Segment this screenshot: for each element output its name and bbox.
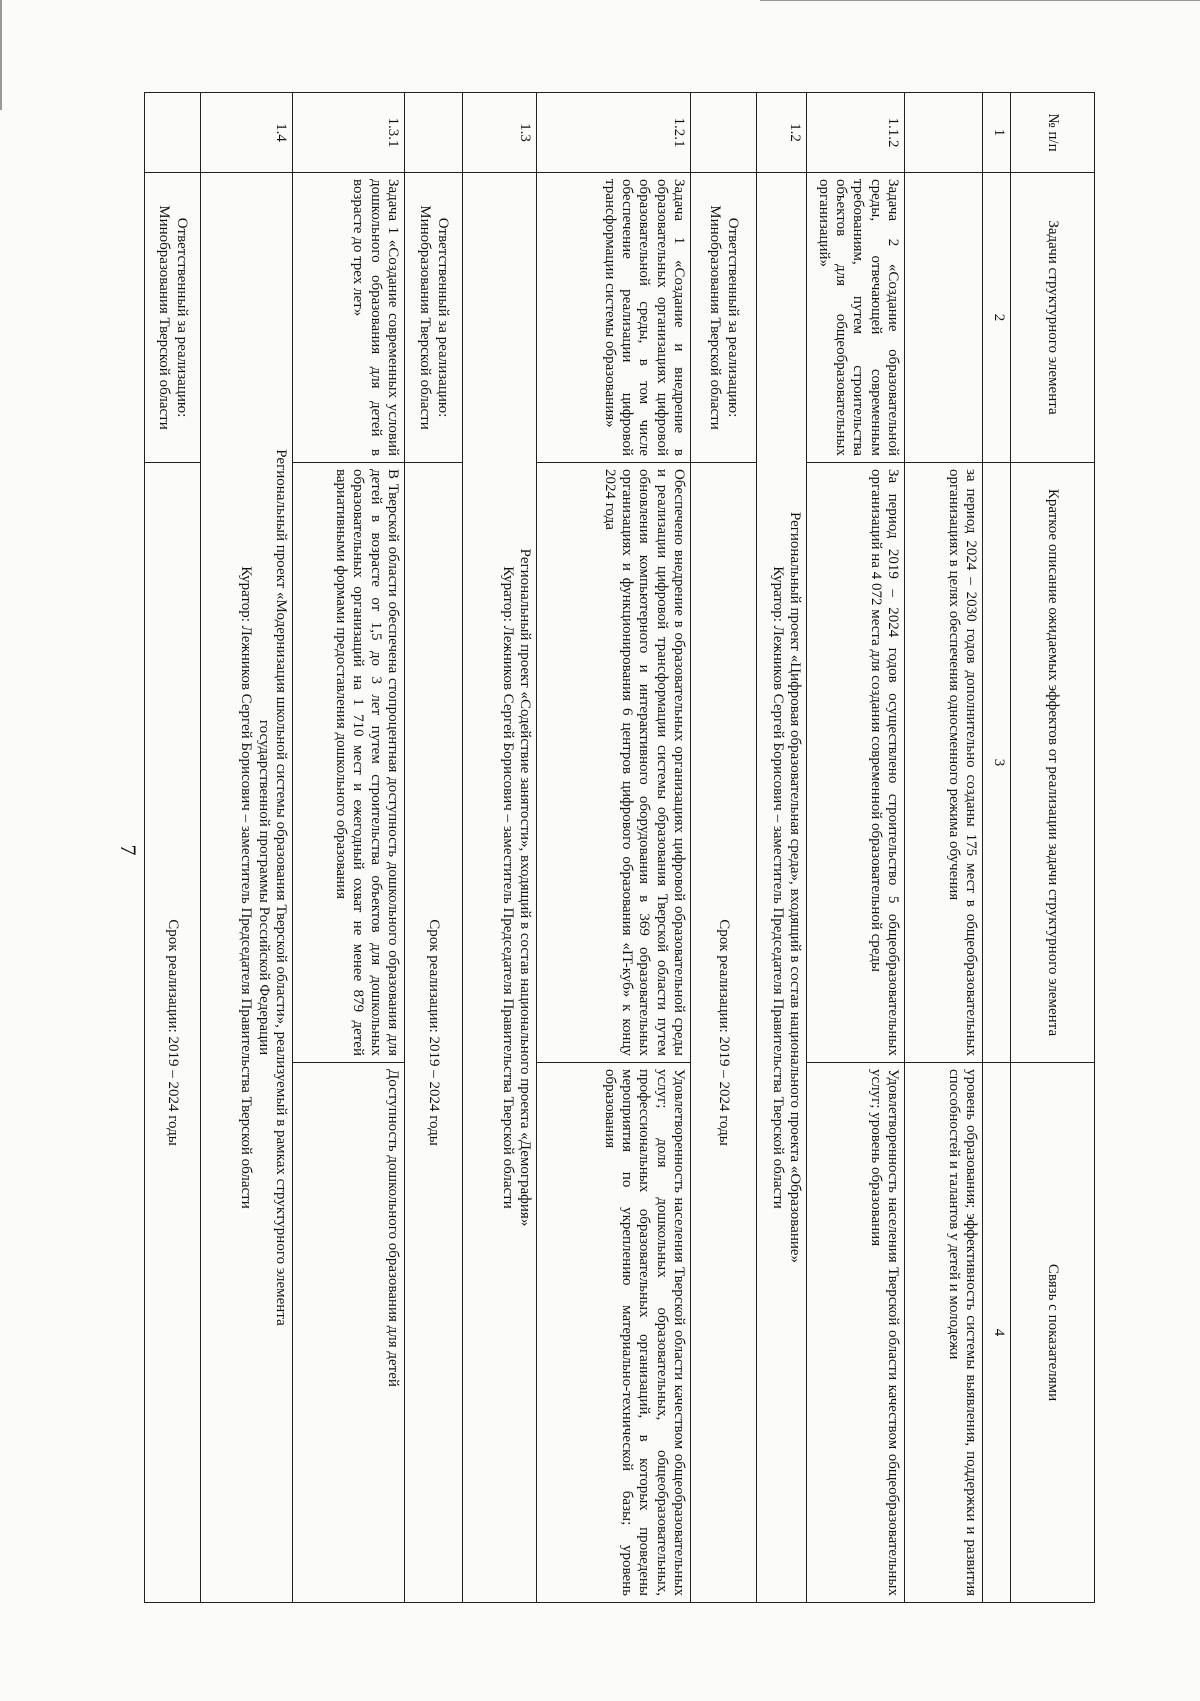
- project-curator: Куратор: Лежников Сергей Борисович – заместитель Председателя Правительства Тверской области: [499, 566, 516, 1209]
- column-number: 3: [983, 463, 1011, 1063]
- cell-num: 1.4: [201, 93, 293, 173]
- responsible-row: [691, 93, 757, 1603]
- cell-link: уровень образования; эффективность системы выявления, поддержки и развития способностей и талантов у детей и молодежи: [905, 1063, 983, 1603]
- cell-num: [405, 93, 463, 173]
- column-number: 1: [983, 93, 1011, 173]
- table-row: [905, 93, 983, 1603]
- cell-num: [691, 93, 757, 173]
- responsible-label: Ответственный за реализацию:: [724, 217, 741, 418]
- project-row: [201, 93, 293, 1603]
- header-task: Задачи структурного элемента: [1011, 173, 1095, 463]
- column-number: 2: [983, 173, 1011, 463]
- project-title-cell: [201, 173, 293, 1603]
- header-row: [1011, 93, 1095, 1603]
- term-cell: Срок реализации: 2019 – 2024 годы: [405, 463, 463, 1603]
- cell-link: Удовлетворенность населения Тверской области качеством общеобразовательных услуг; доля дошкольных образовательных, общеобразовательных, профессиональных образовательных организаций, в которых проведены мероприятия по укреплению материально-технической базы; уровень образования: [537, 1063, 691, 1603]
- page-number: 7: [116, 844, 141, 856]
- table-row: [293, 93, 405, 1603]
- cell-link: Доступность дошкольного образования для детей: [293, 1063, 405, 1603]
- responsible-cell: [145, 173, 201, 463]
- cell-num: 1.3.1: [293, 93, 405, 173]
- cell-effect: за период 2024 – 2030 годов дополнительно созданы 175 мест в общеобразовательных организациях в целях обеспечения односменного режима обучения: [905, 463, 983, 1063]
- cell-num: 1.2.1: [537, 93, 691, 173]
- responsible-row: [145, 93, 201, 1603]
- table-row: [807, 93, 905, 1603]
- responsible-value: Минобразования Тверской области: [417, 205, 434, 430]
- project-title: Региональный проект «Цифровая образовательная среда», входящий в состав национального проекта «Образование»: [787, 511, 803, 1264]
- cell-effect: Обеспечено внедрение в образовательных организациях цифровой образовательной среды и реализации цифровой трансформации системы образования Тверской области путем обновления компьютерного и интерактивного оборудования в 369 образовательных организациях и функционирования 6 центров цифрового образования «IT-куб» к концу 2024 года: [537, 463, 691, 1063]
- cell-task: Задача 1 «Создание современных условий дошкольного образования для детей в возрасте до трех лет»: [293, 173, 405, 463]
- cell-link: Удовлетворенность населения Тверской области качеством общеобразовательных услуг; уровень образования: [807, 1063, 905, 1603]
- cell-effect: В Тверской области обеспечена стопроцентная доступность дошкольного образования для детей в возрасте от 1,5 до 3 лет путем строительства объектов для дошкольных образовательных организаций на 1 710 мест и ежегодный охват не менее 879 детей вариативными формами предоставления дошкольного образования: [293, 463, 405, 1063]
- cell-num: 1.2: [757, 93, 807, 173]
- project-row: [757, 93, 807, 1603]
- responsible-value: Минобразования Тверской области: [156, 205, 173, 430]
- cell-task: Задача 2 «Создание образовательной среды, отвечающей современным требованиям, путем строительства объектов для общеобразовательных организаций»: [807, 173, 905, 463]
- header-effects: Краткое описание ожидаемых эффектов от реализации задачи структурного элемента: [1011, 463, 1095, 1063]
- project-title: Региональный проект «Содействие занятости», входящий в состав национального проекта «Демография»: [517, 548, 533, 1227]
- project-curator: Куратор: Лежников Сергей Борисович – заместитель Председателя Правительства Тверской области: [238, 566, 255, 1209]
- responsible-value: Минобразования Тверской области: [707, 205, 724, 430]
- responsible-cell: [405, 173, 463, 463]
- structure-table: [144, 92, 1095, 1603]
- header-link: Связь с показателями: [1011, 1063, 1095, 1603]
- project-title-cell: [757, 173, 807, 1603]
- responsible-cell: [691, 173, 757, 463]
- cell-num: [145, 93, 201, 173]
- cell-effect: За период 2019 – 2024 годов осуществлено строительство 5 общеобразовательных организаций на 4 072 места для создания современной образовательной среды: [807, 463, 905, 1063]
- project-row: [463, 93, 537, 1603]
- term-cell: Срок реализации: 2019 – 2024 годы: [145, 463, 201, 1603]
- cell-task: Задача 1 «Создание и внедрение в образовательных организациях цифровой образовательной среды, в том числе обеспечение реализации цифровой трансформации системы образования»: [537, 173, 691, 463]
- project-title: Региональный проект «Модернизация школьной системы образования Тверской области», реализуемый в рамках структурного элемента: [273, 449, 289, 1326]
- header-num: № п/п: [1011, 93, 1095, 173]
- column-number: 4: [983, 1063, 1011, 1603]
- column-numbers-row: [983, 93, 1011, 1603]
- responsible-label: Ответственный за реализацию:: [173, 217, 190, 418]
- scan-edge-mark: [0, 0, 2, 110]
- table-row: [537, 93, 691, 1603]
- cell-num: [905, 93, 983, 173]
- project-title-continued: государственной программы Российской Федерации: [255, 719, 272, 1056]
- responsible-label: Ответственный за реализацию:: [434, 217, 451, 418]
- responsible-row: [405, 93, 463, 1603]
- project-title-cell: [463, 173, 537, 1603]
- rotated-page-content: [145, 92, 1095, 1602]
- cell-task: [905, 173, 983, 463]
- cell-num: 1.1.2: [807, 93, 905, 173]
- project-curator: Куратор: Лежников Сергей Борисович – заместитель Председателя Правительства Тверской области: [769, 566, 786, 1209]
- scan-edge-mark: [760, 0, 1200, 1]
- cell-num: 1.3: [463, 93, 537, 173]
- term-cell: Срок реализации: 2019 – 2024 годы: [691, 463, 757, 1603]
